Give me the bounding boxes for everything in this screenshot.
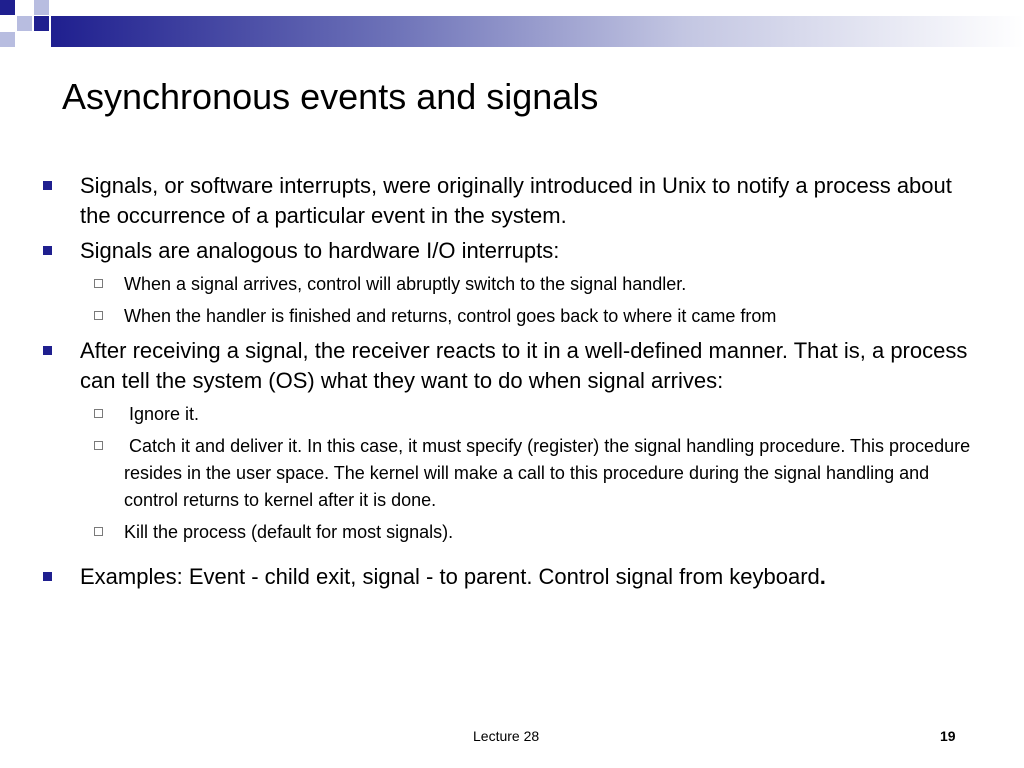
sub-bullet-item — [40, 433, 980, 514]
bullet-text: Signals, or software interrupts, were originally introduced in Unix to notify a process about the occurrence of a particular event in the system. — [80, 173, 952, 228]
sub-bullet-text: Catch it and deliver it. In this case, it must specify (register) the signal handling procedure. This procedure resides in the user space. The kernel will make a call to this procedure during the signal handling and control returns to kernel after it is done. — [124, 436, 976, 510]
filled-square-bullet-icon — [43, 181, 52, 190]
bullet-text: Examples: Event - child exit, signal - to parent. Control signal from keyboard — [80, 564, 820, 589]
header-square-decoration — [34, 16, 49, 31]
hollow-square-bullet-icon — [94, 527, 103, 536]
header-square-decoration — [17, 32, 32, 47]
sub-bullet-text: When the handler is finished and returns, control goes back to where it came from — [124, 306, 777, 326]
footer-lecture-label: Lecture 28 — [473, 728, 540, 744]
hollow-square-bullet-icon — [94, 441, 103, 450]
sub-bullet-text: When a signal arrives, control will abruptly switch to the signal handler. — [124, 274, 687, 294]
bullet-text: After receiving a signal, the receiver reacts to it in a well-defined manner. That is, a process can tell the system (OS) what they want to do when signal arrives: — [80, 338, 968, 393]
hollow-square-bullet-icon — [94, 279, 103, 288]
page-number: 19 — [940, 728, 956, 744]
sub-bullet-text: Kill the process (default for most signals). — [124, 522, 454, 542]
sub-bullet-list — [40, 401, 980, 546]
sub-bullet-item — [40, 401, 980, 428]
bullet-item — [40, 171, 980, 231]
sub-bullet-item — [40, 303, 980, 330]
bullet-item — [40, 336, 980, 396]
bullet-item — [40, 562, 980, 592]
header-square-decoration — [0, 32, 15, 47]
filled-square-bullet-icon — [43, 246, 52, 255]
bullet-text: Signals are analogous to hardware I/O interrupts: — [80, 238, 560, 263]
header-square-decoration — [17, 16, 32, 31]
slide-content — [40, 171, 980, 597]
sub-bullet-text: Ignore it. — [124, 404, 200, 424]
spacer — [40, 552, 980, 562]
filled-square-bullet-icon — [43, 572, 52, 581]
sub-bullet-item — [40, 271, 980, 298]
sub-bullet-item — [40, 519, 980, 546]
filled-square-bullet-icon — [43, 346, 52, 355]
header-square-decoration — [0, 0, 15, 15]
bullet-item — [40, 236, 980, 266]
slide-title: Asynchronous events and signals — [62, 76, 599, 117]
bullet-text-bold-suffix: . — [819, 564, 826, 589]
header-gradient-bar — [51, 16, 1024, 47]
hollow-square-bullet-icon — [94, 311, 103, 320]
header-square-decoration — [34, 0, 49, 15]
hollow-square-bullet-icon — [94, 409, 103, 418]
sub-bullet-list — [40, 271, 980, 330]
